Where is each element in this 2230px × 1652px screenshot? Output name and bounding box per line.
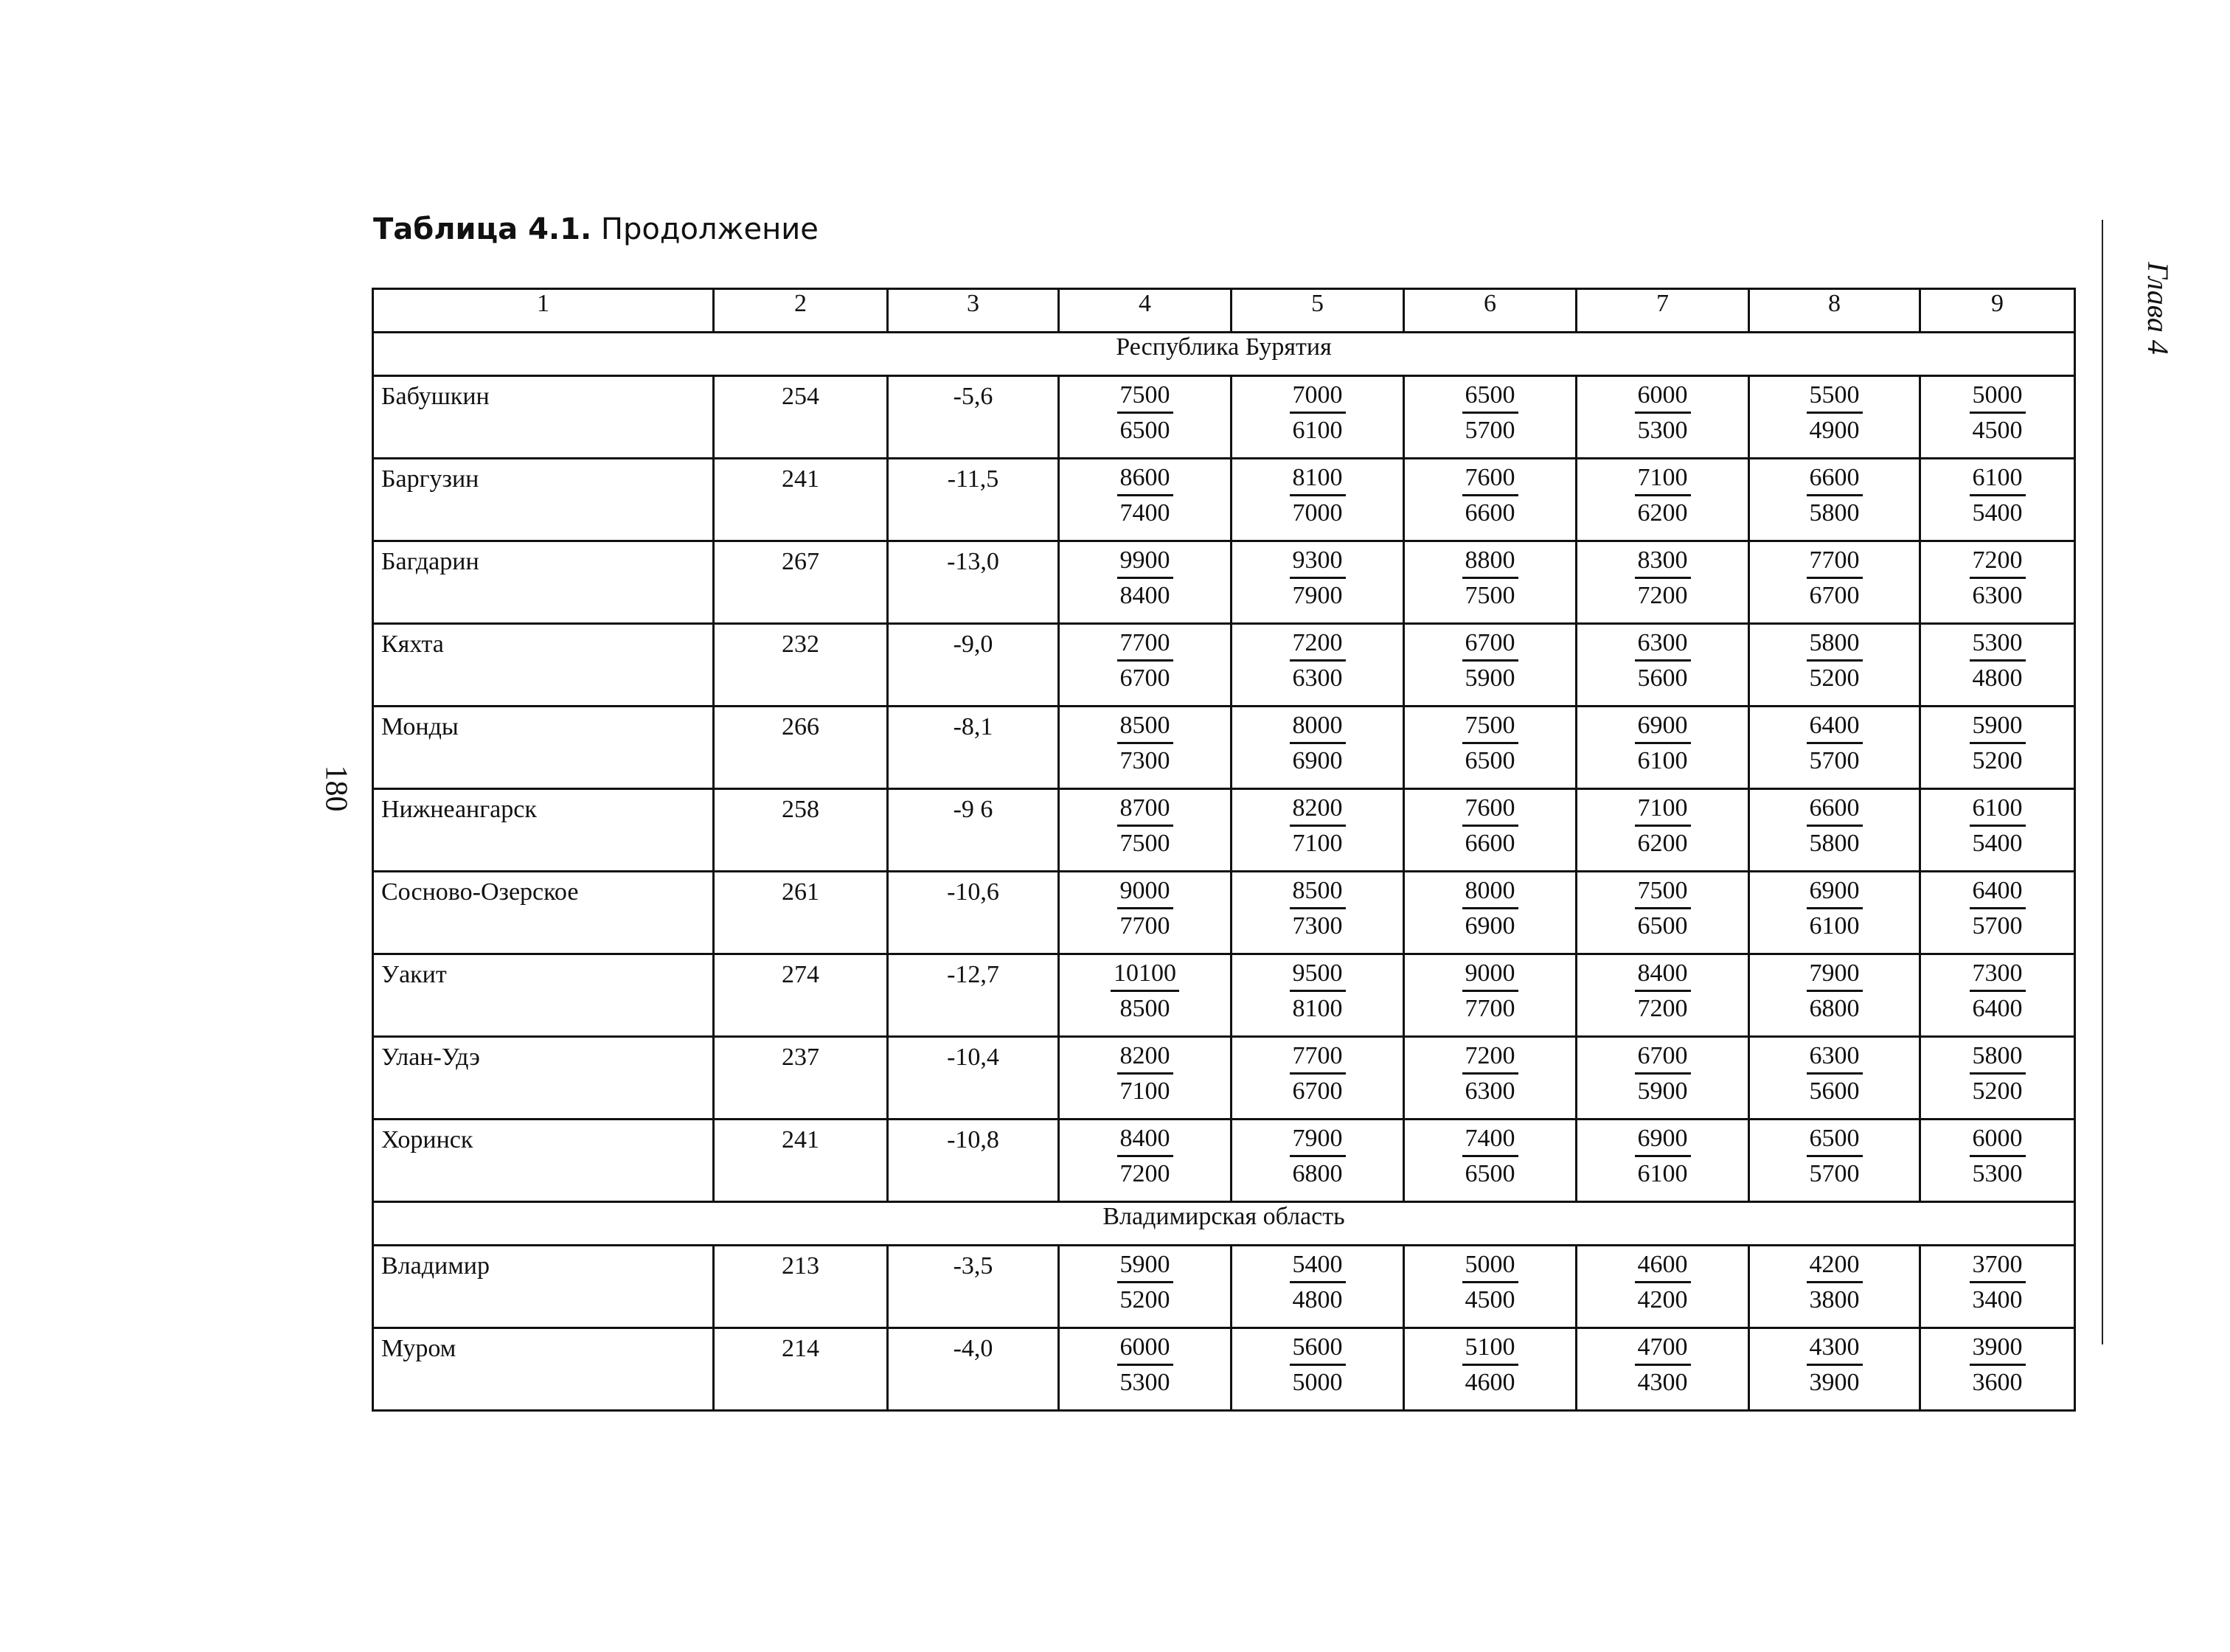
col2-value: 254 (714, 376, 888, 459)
fraction-cell (1749, 1328, 1920, 1411)
col3-value: -12,7 (888, 954, 1059, 1037)
fraction-cell (1059, 789, 1232, 872)
fraction-cell (1404, 954, 1577, 1037)
fraction-numerator: 8100 (1290, 463, 1346, 496)
fraction-cell (1404, 1037, 1577, 1120)
fraction-numerator: 7600 (1462, 463, 1518, 496)
col2-value: 241 (714, 1120, 888, 1202)
fraction-numerator: 5900 (1970, 711, 2026, 744)
fraction-numerator: 8700 (1117, 794, 1173, 827)
fraction-denominator: 4800 (1972, 664, 2023, 692)
fraction-denominator: 5200 (1972, 747, 2023, 774)
chapter-label: Глава 4 (2142, 262, 2175, 355)
fraction-denominator: 5400 (1972, 830, 2023, 857)
fraction-cell (1404, 459, 1577, 541)
fraction-numerator: 8200 (1117, 1041, 1173, 1075)
col3-value: -4,0 (888, 1328, 1059, 1411)
fraction-numerator: 6300 (1807, 1041, 1863, 1075)
fraction-numerator: 6000 (1970, 1124, 2026, 1157)
col2-value: 267 (714, 541, 888, 624)
fraction-numerator: 4200 (1807, 1250, 1863, 1283)
col3-value: -3,5 (888, 1246, 1059, 1328)
fraction-cell (1059, 1246, 1232, 1328)
fraction-numerator: 8500 (1290, 876, 1346, 909)
fraction-numerator: 9000 (1462, 959, 1518, 992)
col2-value: 266 (714, 707, 888, 789)
fraction-denominator: 6100 (1637, 747, 1688, 774)
fraction-numerator: 5800 (1970, 1041, 2026, 1075)
table-row (373, 1328, 2075, 1411)
fraction-cell (1749, 1246, 1920, 1328)
fraction-denominator: 5800 (1809, 499, 1860, 527)
fraction-cell (1059, 707, 1232, 789)
column-number: 8 (1749, 289, 1920, 333)
region-row (373, 333, 2075, 376)
fraction-cell (1749, 954, 1920, 1037)
fraction-numerator: 5500 (1807, 381, 1863, 414)
fraction-numerator: 7900 (1807, 959, 1863, 992)
fraction-cell (1404, 789, 1577, 872)
fraction-cell (1749, 376, 1920, 459)
fraction-numerator: 4300 (1807, 1333, 1863, 1366)
fraction-cell (1749, 707, 1920, 789)
col3-value: -11,5 (888, 459, 1059, 541)
fraction-denominator: 7900 (1292, 582, 1343, 609)
fraction-numerator: 6100 (1970, 794, 2026, 827)
fraction-denominator: 3600 (1972, 1369, 2023, 1396)
fraction-denominator: 5300 (1119, 1369, 1170, 1396)
fraction-denominator: 4300 (1637, 1369, 1688, 1396)
fraction-numerator: 8400 (1117, 1124, 1173, 1157)
fraction-denominator: 7700 (1465, 995, 1515, 1022)
fraction-denominator: 3400 (1972, 1286, 2023, 1313)
fraction-numerator: 6500 (1462, 381, 1518, 414)
table-row (373, 459, 2075, 541)
city-name: Муром (373, 1328, 714, 1411)
city-name: Хоринск (373, 1120, 714, 1202)
city-name: Монды (373, 707, 714, 789)
fraction-numerator: 5000 (1462, 1250, 1518, 1283)
fraction-numerator: 6300 (1635, 628, 1691, 662)
fraction-denominator: 6500 (1465, 1160, 1515, 1187)
city-name: Кяхта (373, 624, 714, 707)
fraction-numerator: 7200 (1462, 1041, 1518, 1075)
fraction-numerator: 7400 (1462, 1124, 1518, 1157)
fraction-cell (1749, 1037, 1920, 1120)
fraction-cell (1577, 872, 1749, 954)
fraction-denominator: 8500 (1119, 995, 1170, 1022)
fraction-numerator: 7200 (1970, 546, 2026, 579)
fraction-numerator: 5000 (1970, 381, 2026, 414)
fraction-cell (1749, 1120, 1920, 1202)
fraction-cell (1059, 1037, 1232, 1120)
col2-value: 237 (714, 1037, 888, 1120)
fraction-cell (1059, 872, 1232, 954)
fraction-denominator: 8400 (1119, 582, 1170, 609)
col3-value: -13,0 (888, 541, 1059, 624)
fraction-denominator: 5300 (1637, 417, 1688, 444)
fraction-cell (1749, 624, 1920, 707)
page-number: 180 (319, 765, 353, 812)
fraction-cell (1577, 1328, 1749, 1411)
fraction-denominator: 4900 (1809, 417, 1860, 444)
fraction-numerator: 8400 (1635, 959, 1691, 992)
fraction-numerator: 7200 (1290, 628, 1346, 662)
fraction-numerator: 6100 (1970, 463, 2026, 496)
fraction-denominator: 5700 (1809, 747, 1860, 774)
fraction-cell (1404, 1328, 1577, 1411)
fraction-cell (1920, 789, 2075, 872)
table-title (373, 212, 819, 246)
fraction-denominator: 6100 (1637, 1160, 1688, 1187)
fraction-denominator: 4500 (1972, 417, 2023, 444)
fraction-numerator: 9000 (1117, 876, 1173, 909)
fraction-cell (1059, 541, 1232, 624)
fraction-cell (1577, 1120, 1749, 1202)
fraction-cell (1232, 1328, 1404, 1411)
data-table (372, 288, 2076, 1412)
fraction-denominator: 6900 (1292, 747, 1343, 774)
fraction-cell (1059, 1328, 1232, 1411)
fraction-numerator: 5400 (1290, 1250, 1346, 1283)
fraction-numerator: 8000 (1290, 711, 1346, 744)
table-row (373, 954, 2075, 1037)
fraction-cell (1577, 459, 1749, 541)
fraction-denominator: 5300 (1972, 1160, 2023, 1187)
fraction-denominator: 5400 (1972, 499, 2023, 527)
fraction-numerator: 6900 (1635, 711, 1691, 744)
fraction-numerator: 3700 (1970, 1250, 2026, 1283)
fraction-cell (1749, 541, 1920, 624)
city-name: Багдарин (373, 541, 714, 624)
fraction-denominator: 7300 (1119, 747, 1170, 774)
fraction-numerator: 6600 (1807, 463, 1863, 496)
fraction-numerator: 7900 (1290, 1124, 1346, 1157)
fraction-cell (1577, 1037, 1749, 1120)
fraction-cell (1404, 872, 1577, 954)
fraction-numerator: 7600 (1462, 794, 1518, 827)
fraction-numerator: 5100 (1462, 1333, 1518, 1366)
fraction-denominator: 5700 (1972, 912, 2023, 940)
fraction-cell (1920, 1246, 2075, 1328)
fraction-cell (1232, 1037, 1404, 1120)
fraction-numerator: 8300 (1635, 546, 1691, 579)
table-row (373, 1120, 2075, 1202)
fraction-denominator: 6100 (1292, 417, 1343, 444)
fraction-numerator: 7500 (1635, 876, 1691, 909)
fraction-cell (1059, 376, 1232, 459)
fraction-numerator: 6600 (1807, 794, 1863, 827)
city-name: Баргузин (373, 459, 714, 541)
fraction-cell (1920, 1328, 2075, 1411)
fraction-denominator: 5700 (1809, 1160, 1860, 1187)
fraction-denominator: 6500 (1637, 912, 1688, 940)
fraction-cell (1920, 1037, 2075, 1120)
fraction-denominator: 4200 (1637, 1286, 1688, 1313)
fraction-numerator: 6000 (1635, 381, 1691, 414)
fraction-numerator: 5800 (1807, 628, 1863, 662)
fraction-numerator: 10100 (1111, 959, 1179, 992)
fraction-denominator: 6600 (1465, 830, 1515, 857)
fraction-numerator: 7700 (1807, 546, 1863, 579)
fraction-denominator: 7400 (1119, 499, 1170, 527)
fraction-cell (1232, 707, 1404, 789)
fraction-numerator: 6900 (1807, 876, 1863, 909)
fraction-denominator: 7100 (1119, 1077, 1170, 1105)
col2-value: 232 (714, 624, 888, 707)
fraction-denominator: 7300 (1292, 912, 1343, 940)
col3-value: -10,6 (888, 872, 1059, 954)
fraction-cell (1404, 624, 1577, 707)
col2-value: 274 (714, 954, 888, 1037)
col2-value: 261 (714, 872, 888, 954)
fraction-cell (1404, 1246, 1577, 1328)
table-suffix: Продолжение (600, 212, 819, 246)
fraction-cell (1404, 707, 1577, 789)
fraction-denominator: 6100 (1809, 912, 1860, 940)
fraction-cell (1232, 872, 1404, 954)
fraction-cell (1749, 789, 1920, 872)
table-row (373, 1037, 2075, 1120)
fraction-denominator: 6700 (1809, 582, 1860, 609)
fraction-cell (1920, 541, 2075, 624)
fraction-denominator: 6300 (1465, 1077, 1515, 1105)
fraction-denominator: 6600 (1465, 499, 1515, 527)
fraction-denominator: 5800 (1809, 830, 1860, 857)
column-number: 5 (1232, 289, 1404, 333)
fraction-numerator: 9300 (1290, 546, 1346, 579)
fraction-numerator: 7000 (1290, 381, 1346, 414)
fraction-denominator: 5600 (1637, 664, 1688, 692)
fraction-cell (1059, 954, 1232, 1037)
fraction-numerator: 5600 (1290, 1333, 1346, 1366)
fraction-numerator: 7100 (1635, 794, 1691, 827)
table-label: Таблица 4.1. (373, 212, 592, 246)
fraction-denominator: 7200 (1637, 995, 1688, 1022)
fraction-numerator: 5300 (1970, 628, 2026, 662)
fraction-numerator: 7500 (1117, 381, 1173, 414)
fraction-denominator: 5000 (1292, 1369, 1343, 1396)
fraction-cell (1749, 459, 1920, 541)
fraction-cell (1404, 376, 1577, 459)
col2-value: 241 (714, 459, 888, 541)
fraction-numerator: 6400 (1970, 876, 2026, 909)
column-number-row (373, 289, 2075, 333)
column-number: 7 (1577, 289, 1749, 333)
fraction-denominator: 7500 (1465, 582, 1515, 609)
column-number: 6 (1404, 289, 1577, 333)
fraction-numerator: 6900 (1635, 1124, 1691, 1157)
fraction-denominator: 7100 (1292, 830, 1343, 857)
column-number: 1 (373, 289, 714, 333)
fraction-numerator: 8800 (1462, 546, 1518, 579)
fraction-cell (1920, 954, 2075, 1037)
fraction-cell (1577, 954, 1749, 1037)
fraction-numerator: 7300 (1970, 959, 2026, 992)
fraction-cell (1232, 789, 1404, 872)
col3-value: -8,1 (888, 707, 1059, 789)
fraction-numerator: 8500 (1117, 711, 1173, 744)
fraction-cell (1920, 624, 2075, 707)
fraction-cell (1920, 459, 2075, 541)
region-title: Владимирская область (373, 1202, 2075, 1246)
fraction-numerator: 5900 (1117, 1250, 1173, 1283)
fraction-denominator: 6900 (1465, 912, 1515, 940)
fraction-denominator: 4500 (1465, 1286, 1515, 1313)
table-row (373, 624, 2075, 707)
fraction-cell (1577, 624, 1749, 707)
fraction-cell (1059, 624, 1232, 707)
table-row (373, 376, 2075, 459)
chapter-rule (2102, 220, 2103, 1344)
fraction-numerator: 7700 (1290, 1041, 1346, 1075)
fraction-numerator: 3900 (1970, 1333, 2026, 1366)
fraction-denominator: 7500 (1119, 830, 1170, 857)
column-number: 3 (888, 289, 1059, 333)
fraction-cell (1232, 624, 1404, 707)
column-number: 9 (1920, 289, 2075, 333)
fraction-denominator: 5900 (1465, 664, 1515, 692)
fraction-numerator: 4600 (1635, 1250, 1691, 1283)
fraction-cell (1059, 1120, 1232, 1202)
fraction-numerator: 4700 (1635, 1333, 1691, 1366)
city-name: Сосново-Озерское (373, 872, 714, 954)
fraction-denominator: 6800 (1809, 995, 1860, 1022)
column-number: 2 (714, 289, 888, 333)
fraction-denominator: 6500 (1465, 747, 1515, 774)
fraction-numerator: 6000 (1117, 1333, 1173, 1366)
fraction-cell (1232, 376, 1404, 459)
fraction-denominator: 6500 (1119, 417, 1170, 444)
fraction-cell (1059, 459, 1232, 541)
fraction-denominator: 7000 (1292, 499, 1343, 527)
fraction-denominator: 4600 (1465, 1369, 1515, 1396)
city-name: Бабушкин (373, 376, 714, 459)
fraction-numerator: 9900 (1117, 546, 1173, 579)
fraction-denominator: 3800 (1809, 1286, 1860, 1313)
fraction-denominator: 3900 (1809, 1369, 1860, 1396)
fraction-cell (1577, 1246, 1749, 1328)
fraction-denominator: 7700 (1119, 912, 1170, 940)
fraction-denominator: 6700 (1292, 1077, 1343, 1105)
fraction-numerator: 8200 (1290, 794, 1346, 827)
fraction-cell (1749, 872, 1920, 954)
fraction-cell (1577, 789, 1749, 872)
fraction-denominator: 5200 (1119, 1286, 1170, 1313)
fraction-denominator: 5900 (1637, 1077, 1688, 1105)
fraction-denominator: 5600 (1809, 1077, 1860, 1105)
col3-value: -5,6 (888, 376, 1059, 459)
fraction-cell (1577, 541, 1749, 624)
fraction-numerator: 6500 (1807, 1124, 1863, 1157)
fraction-denominator: 5200 (1972, 1077, 2023, 1105)
fraction-denominator: 6200 (1637, 499, 1688, 527)
fraction-numerator: 8600 (1117, 463, 1173, 496)
fraction-numerator: 7100 (1635, 463, 1691, 496)
fraction-cell (1404, 1120, 1577, 1202)
fraction-denominator: 5200 (1809, 664, 1860, 692)
fraction-cell (1920, 376, 2075, 459)
table-row (373, 872, 2075, 954)
table-row (373, 541, 2075, 624)
fraction-cell (1232, 541, 1404, 624)
table-row (373, 707, 2075, 789)
fraction-denominator: 8100 (1292, 995, 1343, 1022)
fraction-denominator: 6800 (1292, 1160, 1343, 1187)
fraction-numerator: 6400 (1807, 711, 1863, 744)
fraction-cell (1577, 376, 1749, 459)
column-number: 4 (1059, 289, 1232, 333)
col3-value: -9 6 (888, 789, 1059, 872)
fraction-denominator: 7200 (1119, 1160, 1170, 1187)
col2-value: 258 (714, 789, 888, 872)
region-title: Республика Бурятия (373, 333, 2075, 376)
fraction-cell (1232, 1120, 1404, 1202)
fraction-numerator: 9500 (1290, 959, 1346, 992)
table-row (373, 789, 2075, 872)
fraction-denominator: 6300 (1972, 582, 2023, 609)
col2-value: 213 (714, 1246, 888, 1328)
col2-value: 214 (714, 1328, 888, 1411)
fraction-cell (1232, 459, 1404, 541)
col3-value: -10,4 (888, 1037, 1059, 1120)
fraction-cell (1920, 707, 2075, 789)
fraction-numerator: 6700 (1462, 628, 1518, 662)
table-row (373, 1246, 2075, 1328)
fraction-denominator: 6200 (1637, 830, 1688, 857)
fraction-numerator: 7500 (1462, 711, 1518, 744)
fraction-cell (1232, 1246, 1404, 1328)
city-name: Нижнеангарск (373, 789, 714, 872)
fraction-numerator: 8000 (1462, 876, 1518, 909)
city-name: Уакит (373, 954, 714, 1037)
fraction-denominator: 5700 (1465, 417, 1515, 444)
fraction-denominator: 6300 (1292, 664, 1343, 692)
fraction-cell (1920, 872, 2075, 954)
region-row (373, 1202, 2075, 1246)
fraction-denominator: 6700 (1119, 664, 1170, 692)
fraction-denominator: 7200 (1637, 582, 1688, 609)
fraction-numerator: 6700 (1635, 1041, 1691, 1075)
col3-value: -9,0 (888, 624, 1059, 707)
city-name: Владимир (373, 1246, 714, 1328)
fraction-denominator: 6400 (1972, 995, 2023, 1022)
city-name: Улан-Удэ (373, 1037, 714, 1120)
fraction-cell (1232, 954, 1404, 1037)
col3-value: -10,8 (888, 1120, 1059, 1202)
fraction-denominator: 4800 (1292, 1286, 1343, 1313)
fraction-cell (1577, 707, 1749, 789)
fraction-cell (1404, 541, 1577, 624)
fraction-numerator: 7700 (1117, 628, 1173, 662)
fraction-cell (1920, 1120, 2075, 1202)
